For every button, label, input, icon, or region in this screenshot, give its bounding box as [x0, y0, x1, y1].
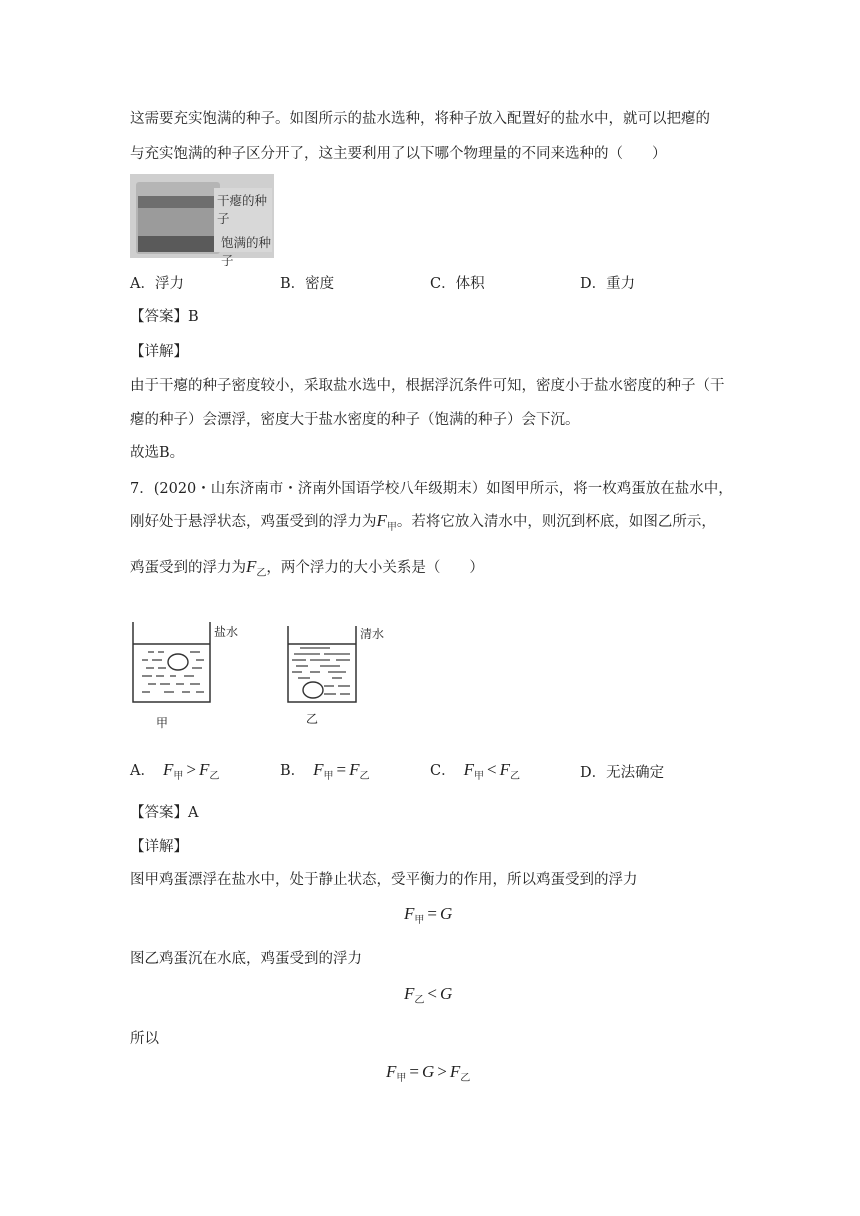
egg-sunk [303, 682, 323, 698]
q7-explanation-line1: 图甲鸡蛋漂浮在盐水中，处于静止状态，受平衡力的作用，所以鸡蛋受到的浮力 [130, 872, 638, 888]
q7-stem-line2-pre: 刚好处于悬浮状态，鸡蛋受到的浮力为 [130, 514, 377, 530]
q7-detail-heading: 【详解】 [130, 839, 188, 855]
q7-stem-line3-pre: 鸡蛋受到的浮力为 [130, 560, 246, 576]
q7-explanation-line2: 图乙鸡蛋沉在水底，鸡蛋受到的浮力 [130, 951, 362, 967]
equation-f-jia-equals-g-greater-than-f-yi: $F_甲 = G > F_乙$ [386, 1062, 471, 1084]
q7-option-b: B． $F_甲 = F_乙$ [280, 760, 370, 782]
force-jia-symbol: $F_甲$ [376, 511, 397, 533]
photo-label-dry-seeds: 干瘪的种子 [217, 193, 268, 226]
q6-conclusion: 故选B。 [130, 445, 185, 461]
q7-option-c: C． $F_甲 < F_乙$ [430, 760, 520, 782]
q6-answer: 【答案】B [130, 309, 199, 325]
q7-stem-line2-post: 。若将它放入清水中，则沉到杯底，如图乙所示， [396, 514, 716, 530]
figure-label-yi: 乙 [306, 712, 319, 726]
q7-answer: 【答案】A [130, 805, 199, 821]
q6-option-c: C．体积 [430, 276, 485, 292]
beakers-figure [124, 614, 424, 734]
q7-stem-line3-post: ，两个浮力的大小关系是（ ） [266, 560, 484, 576]
seed-selection-photo [130, 174, 274, 268]
equation-f-yi-less-than-g: $F_乙 < G$ [404, 984, 453, 1006]
q7-stem-line1: 7．(2020・山东济南市・济南外国语学校八年级期末）如图甲所示，将一枚鸡蛋放在盐水中， [130, 481, 733, 497]
q7-stem-line2 [130, 510, 716, 531]
q6-option-d: D．重力 [580, 276, 636, 292]
egg-suspended [168, 654, 188, 670]
q6-detail-heading: 【详解】 [130, 344, 188, 360]
figure-label-jia: 甲 [156, 716, 169, 730]
photo-label-full-seeds: 饱满的种子 [221, 235, 272, 268]
q6-text-line2: 与充实饱满的种子区分开了，这主要利用了以下哪个物理量的不同来选种的（ ） [130, 146, 667, 162]
figure-label-clear-water: 清水 [360, 627, 385, 641]
equation-f-jia-equals-g: $F_甲 = G$ [404, 904, 453, 926]
q6-text-line1: 这需要充实饱满的种子。如图所示的盐水选种，将种子放入配置好的盐水中，就可以把瘪的 [130, 111, 710, 127]
q6-explanation-line1: 由于干瘪的种子密度较小，采取盐水选中，根据浮沉条件可知，密度小于盐水密度的种子（干 [130, 378, 725, 394]
q7-stem-line3 [130, 556, 484, 577]
q7-option-d: D．无法确定 [580, 765, 665, 781]
q6-option-a: A．浮力 [130, 276, 184, 292]
q7-explanation-line3: 所以 [130, 1031, 159, 1047]
figure-label-salt-water: 盐水 [214, 625, 239, 639]
q6-explanation-line2: 瘪的种子）会漂浮，密度大于盐水密度的种子（饱满的种子）会下沉。 [130, 412, 580, 428]
force-yi-symbol: $F_乙$ [246, 557, 267, 579]
q6-option-b: B．密度 [280, 276, 335, 292]
q7-option-a: A． $F_甲 > F_乙$ [130, 760, 220, 782]
